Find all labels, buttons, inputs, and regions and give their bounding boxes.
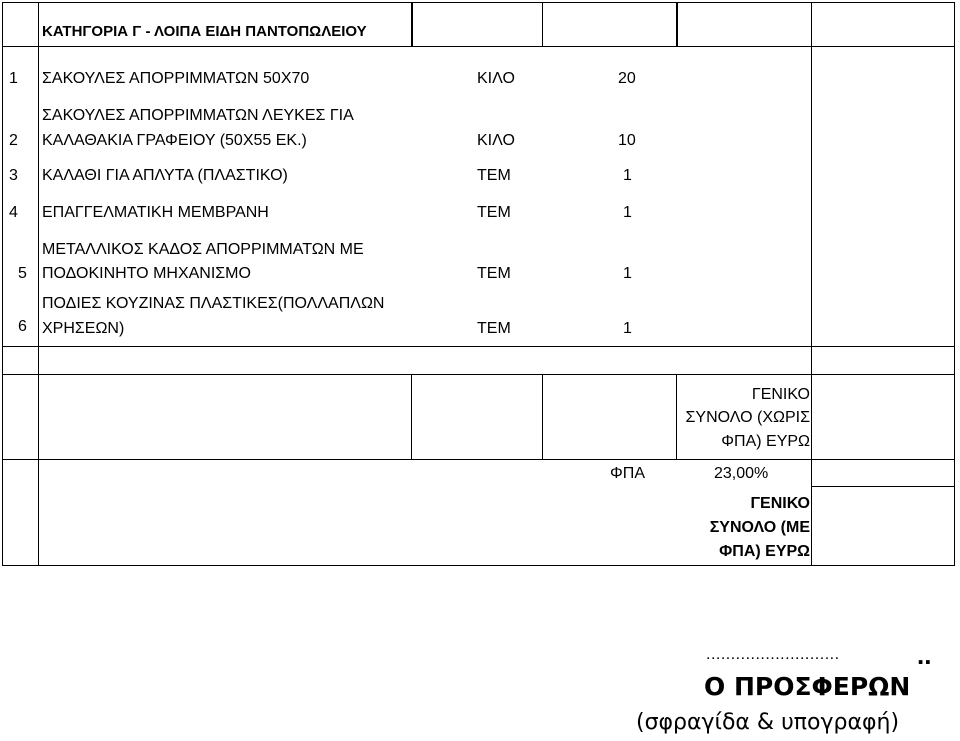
- item-quantity: 1: [623, 320, 632, 337]
- item-unit: ΤΕΜ: [477, 204, 511, 221]
- grid-line-right: [954, 2, 955, 565]
- item-unit: ΤΕΜ: [477, 320, 511, 337]
- item-quantity: 1: [623, 265, 632, 282]
- item-unit: ΤΕΜ: [477, 167, 511, 184]
- net-total-label-line2: ΣΥΝΟΛΟ (ΧΩΡΙΣ: [685, 409, 810, 426]
- item-description: ΕΠΑΓΓΕΛΜΑΤΙΚΗ ΜΕΜΒΡΑΝΗ: [42, 204, 269, 221]
- item-unit: ΚΙΛΟ: [477, 70, 515, 87]
- item-description: ΠΟΔΙΕΣ ΚΟΥΖΙΝΑΣ ΠΛΑΣΤΙΚΕΣ(ΠΟΛΛΑΠΛΩΝ: [42, 295, 385, 312]
- grid-line-col-price: [811, 2, 812, 565]
- net-total-label-line3: ΦΠΑ) ΕΥΡΩ: [721, 433, 810, 450]
- gross-total-label: ΓΕΝΙΚΟ: [750, 495, 810, 512]
- item-description-line2: ΚΑΛΑΘΑΚΙΑ ΓΡΑΦΕΙΟΥ (50Χ55 ΕΚ.): [42, 132, 307, 149]
- grid-line-col-unit-bottom: [542, 374, 543, 460]
- row-number: 4: [9, 204, 18, 221]
- grid-line-left: [2, 2, 3, 565]
- item-description-line2: ΠΟΔΟΚΙΝΗΤΟ ΜΗΧΑΝΙΣΜΟ: [42, 265, 251, 282]
- item-quantity: 1: [623, 167, 632, 184]
- gross-total-label-line2: ΣΥΝΟΛΟ (ΜΕ: [709, 519, 810, 536]
- item-description: ΣΑΚΟΥΛΕΣ ΑΠΟΡΡΙΜΜΑΤΩΝ 50Χ70: [42, 70, 310, 87]
- net-total-label: ΓΕΝΙΚΟ: [751, 386, 810, 403]
- grid-line-top: [2, 2, 955, 3]
- grid-line-col-desc: [411, 2, 413, 46]
- item-unit: ΤΕΜ: [477, 265, 511, 282]
- grid-line-header-bottom: [2, 46, 955, 47]
- item-description-line2: ΧΡΗΣΕΩΝ): [42, 320, 125, 337]
- grid-line-net-bottom: [2, 459, 955, 460]
- category-title: ΚΑΤΗΓΟΡΙΑ Γ - ΛΟΙΠΑ ΕΙΔΗ ΠΑΝΤΟΠΩΛΕΙΟΥ: [42, 23, 367, 40]
- signature-dots-end: ..: [917, 640, 932, 670]
- signature-dots: ...........................: [706, 646, 840, 663]
- grid-line-col-desc-bottom: [411, 374, 412, 460]
- item-description: ΜΕΤΑΛΛΙΚΟΣ ΚΑΔΟΣ ΑΠΟΡΡΙΜΜΑΤΩΝ ΜΕ: [42, 241, 364, 258]
- row-number: 3: [9, 167, 18, 184]
- row-number: 1: [9, 70, 18, 87]
- grid-line-col-unit: [542, 2, 543, 46]
- item-description: ΚΑΛΑΘΙ ΓΙΑ ΑΠΛΥΤΑ (ΠΛΑΣΤΙΚΟ): [42, 167, 288, 184]
- item-unit: ΚΙΛΟ: [477, 132, 515, 149]
- signature-subtitle: (σφραγίδα & υπογραφή): [636, 710, 900, 735]
- grid-line-totals-top: [2, 374, 955, 375]
- row-number: 5: [18, 265, 27, 282]
- grid-line-bottom: [2, 565, 955, 566]
- item-quantity: 10: [618, 132, 636, 149]
- vat-rate: 23,00%: [714, 465, 769, 482]
- grid-line-vat-bottom: [811, 486, 955, 487]
- gross-total-label-line3: ΦΠΑ) ΕΥΡΩ: [719, 543, 810, 560]
- item-quantity: 1: [623, 204, 632, 221]
- row-number: 2: [9, 132, 18, 149]
- row-number: 6: [18, 318, 27, 335]
- grid-line-col-num: [38, 2, 39, 565]
- item-description: ΣΑΚΟΥΛΕΣ ΑΠΟΡΡΙΜΜΑΤΩΝ ΛΕΥΚΕΣ ΓΙΑ: [42, 107, 354, 124]
- item-quantity: 20: [618, 70, 636, 87]
- vat-label: ΦΠΑ: [610, 465, 645, 482]
- grid-line-col-qty: [676, 2, 678, 46]
- signature-title: Ο ΠΡΟΣΦΕΡΩΝ: [704, 672, 911, 701]
- grid-line-body-bottom: [2, 346, 955, 347]
